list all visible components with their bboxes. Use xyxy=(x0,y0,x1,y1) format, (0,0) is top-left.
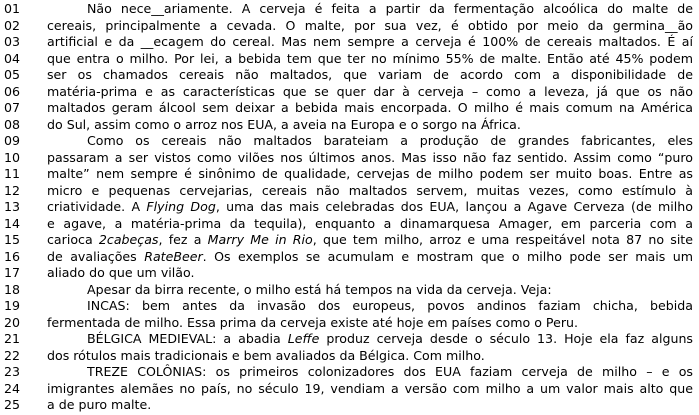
line-23 xyxy=(0,364,699,381)
line-text: cereais, principalmente a cevada. O malte, por sua vez, é obtido por meio da germina__ão xyxy=(47,17,693,33)
line-number: 24 xyxy=(4,380,21,396)
beer-name-italic: Marry Me in Rio xyxy=(207,232,313,247)
line-text xyxy=(87,331,693,348)
brand-name-italic: Leffe xyxy=(287,331,320,346)
line-20 xyxy=(0,315,699,332)
line-number: 12 xyxy=(4,182,21,198)
line-number: 25 xyxy=(4,397,21,412)
line-17 xyxy=(0,265,699,282)
line-06 xyxy=(0,84,699,101)
line-number: 10 xyxy=(4,149,21,165)
line-13 xyxy=(0,199,699,216)
line-text: Como os cereais não maltados barateiam a produção de grandes fabricantes, eles xyxy=(87,133,693,148)
line-text: matéria-prima e as características que se quer dar à cerveja – como a leveza, já que os não xyxy=(47,83,693,99)
line-16 xyxy=(0,249,699,266)
line-text: maltados geram álcool sem deixar a bebida mais encorpada. O milho é mais comum na América xyxy=(47,100,693,115)
line-number: 17 xyxy=(4,265,21,280)
line-number: 18 xyxy=(4,281,21,297)
line-number: 03 xyxy=(4,34,21,49)
line-number: 02 xyxy=(4,17,21,33)
line-number: 23 xyxy=(4,364,21,379)
text-segment: de avaliações xyxy=(47,248,145,264)
text-segment: . Os exemplos se acumulam e mostram que o milho pode ser mais um xyxy=(202,248,693,264)
line-22 xyxy=(0,348,699,365)
line-10 xyxy=(0,150,699,167)
line-04 xyxy=(0,51,699,68)
line-text: ser os chamados cereais não maltados, que variam de acordo com a disponibilidade de xyxy=(47,67,693,82)
line-08 xyxy=(0,117,699,134)
line-number: 06 xyxy=(4,83,21,99)
line-18 xyxy=(0,282,699,299)
line-number: 09 xyxy=(4,133,21,148)
line-number: 21 xyxy=(4,331,21,346)
line-text: artificial e da __ecagem do cereal. Mas nem sempre a cerveja é 100% de cereais maltados. É aí xyxy=(47,34,693,49)
text-segment: , que tem milho, arroz e uma respeitável nota 87 no site xyxy=(312,232,693,247)
line-14 xyxy=(0,216,699,233)
line-number: 11 xyxy=(4,166,21,181)
line-21 xyxy=(0,331,699,348)
line-09 xyxy=(0,133,699,150)
line-01 xyxy=(0,1,699,18)
line-text: Apesar da birra recente, o milho está há tempos na vida da cerveja. Veja: xyxy=(87,281,552,297)
line-24 xyxy=(0,381,699,398)
brand-name-italic: 2cabeças xyxy=(98,232,159,247)
line-12 xyxy=(0,183,699,200)
line-number: 19 xyxy=(4,298,21,313)
line-number: 13 xyxy=(4,199,21,214)
text-segment: produz cerveja desde o século 13. Hoje ela faz alguns xyxy=(319,331,693,346)
line-text: dos rótulos mais tradicionais e bem avaliados da Bélgica. Com milho. xyxy=(47,347,485,363)
line-text: micro e pequenas cervejarias, cereais não maltados servem, muitas vezes, como estímulo à xyxy=(47,182,693,198)
line-19 xyxy=(0,298,699,315)
line-number: 08 xyxy=(4,116,21,132)
line-number: 07 xyxy=(4,100,21,115)
line-number: 01 xyxy=(4,1,21,16)
document-body xyxy=(0,1,699,414)
line-number: 15 xyxy=(4,232,21,247)
line-03 xyxy=(0,34,699,51)
line-number: 04 xyxy=(4,50,21,66)
line-text: que entra o milho. Por lei, a bebida tem que ter no mínimo 55% de malte. Então até 45% podem xyxy=(47,50,693,66)
text-segment: , uma das mais celebradas dos EUA, lançou a Agave Cerveza (de milho xyxy=(215,199,693,214)
line-text: a de puro malte. xyxy=(47,397,152,412)
line-text: imigrantes alemães no país, no século 19, vendiam a versão com milho a um valor mais alto que xyxy=(47,380,693,396)
line-number: 05 xyxy=(4,67,21,82)
line-05 xyxy=(0,67,699,84)
text-segment: carioca xyxy=(47,232,99,247)
site-name-italic: RateBeer xyxy=(144,248,203,264)
line-text: passaram a ser vistos como vilões nos últimos anos. Mas isso não faz sentido. Assim como “puro xyxy=(47,149,693,165)
text-segment: BÉLGICA MEDIEVAL: a abadia xyxy=(87,331,288,346)
line-text: INCAS: bem antes da invasão dos europeus, povos andinos faziam chicha, bebida xyxy=(87,298,693,313)
line-number: 20 xyxy=(4,314,21,330)
line-text xyxy=(47,199,693,216)
line-25 xyxy=(0,397,699,414)
line-number: 22 xyxy=(4,347,21,363)
line-text xyxy=(47,249,693,266)
line-text: do Sul, assim como o arroz nos EUA, a aveia na Europa e o sorgo na África. xyxy=(47,116,521,132)
line-number: 14 xyxy=(4,215,21,231)
brand-name-italic: Flying Dog xyxy=(146,199,216,214)
line-text: Não nece__ariamente. A cerveja é feita a partir da fermentação alcoólica do malte de xyxy=(87,1,693,16)
line-number: 16 xyxy=(4,248,21,264)
line-text: e agave, a matéria-prima da tequila), enquanto a dinamarquesa Amager, em parceria com a xyxy=(47,215,693,231)
line-text xyxy=(47,232,693,249)
line-11 xyxy=(0,166,699,183)
line-07 xyxy=(0,100,699,117)
line-15 xyxy=(0,232,699,249)
text-segment: criatividade. A xyxy=(47,199,147,214)
line-text: aliado do que um vilão. xyxy=(47,265,195,280)
text-segment: , fez a xyxy=(158,232,208,247)
line-text: malte” nem sempre é sinônimo de qualidade, cervejas de milho podem ser muito boas. Entre as xyxy=(47,166,693,181)
line-text: fermentada de milho. Essa prima da cerveja existe até hoje em países como o Peru. xyxy=(47,314,578,330)
line-text: TREZE COLÔNIAS: os primeiros colonizadores dos EUA faziam cerveja de milho – e os xyxy=(87,364,693,379)
line-02 xyxy=(0,18,699,35)
